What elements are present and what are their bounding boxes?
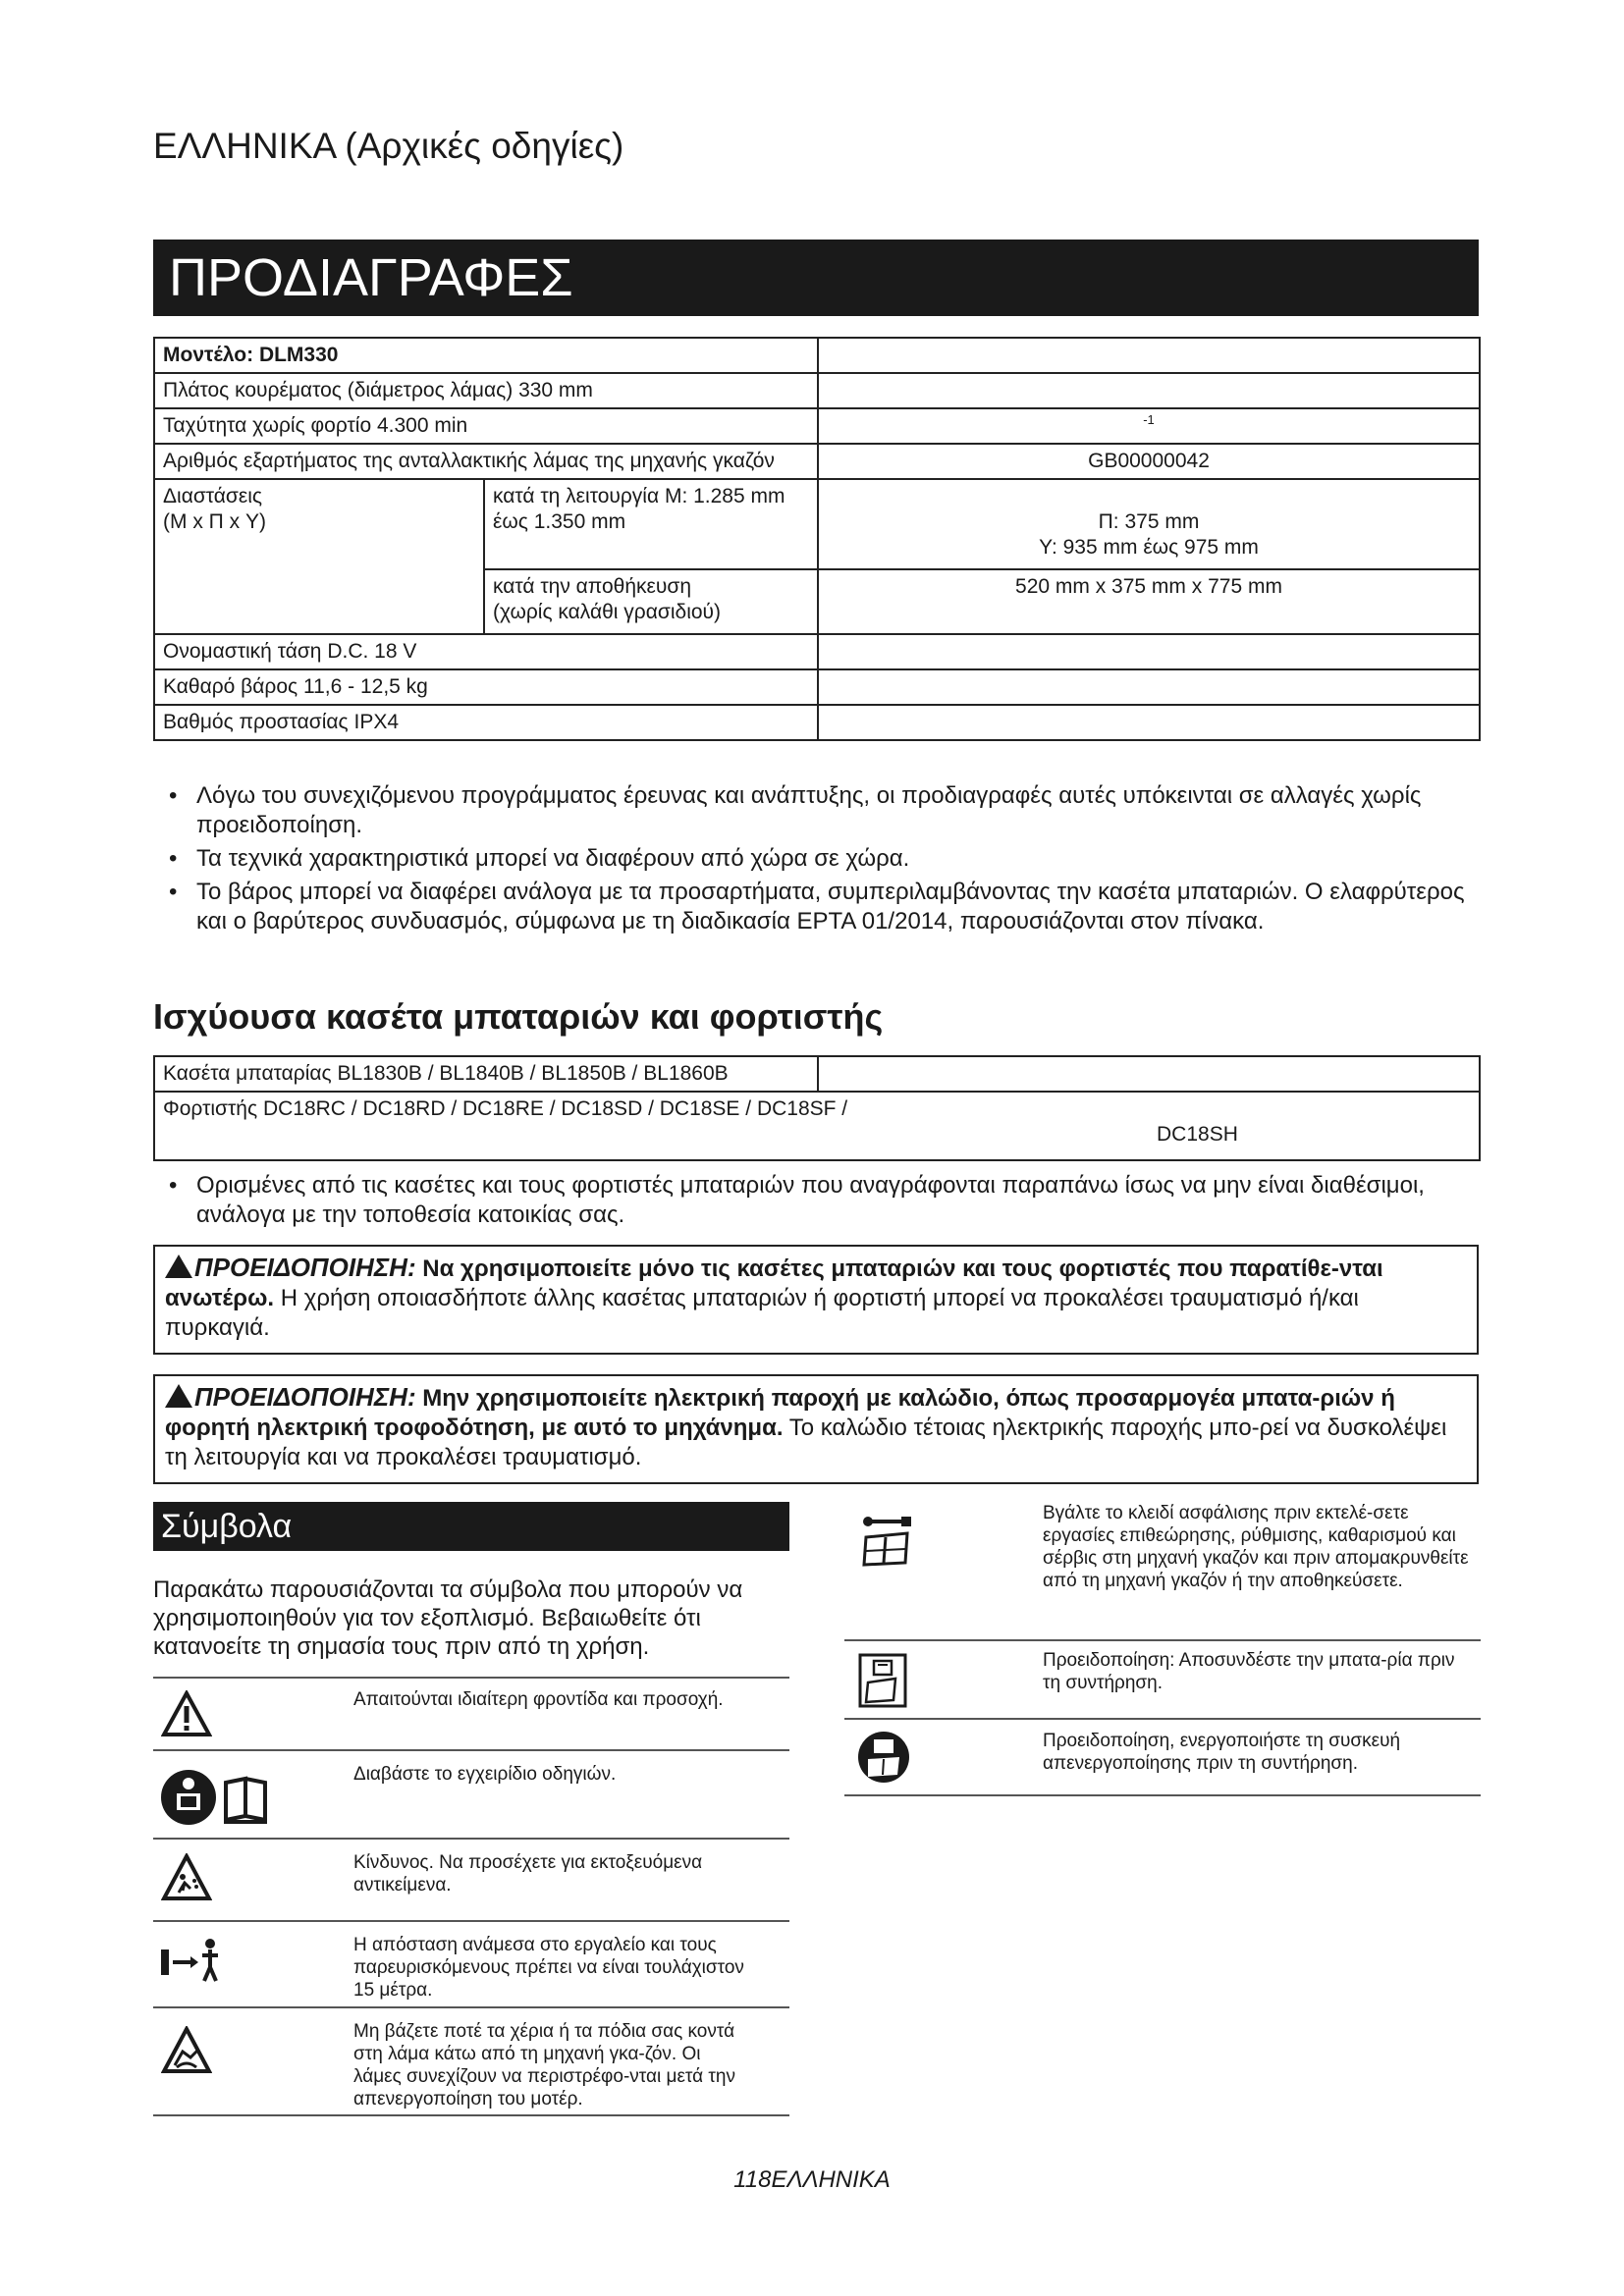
operation-label: κατά τη λειτουργία xyxy=(493,485,660,507)
symbol-row xyxy=(153,1749,789,1838)
table-row xyxy=(154,373,1480,408)
operation-height: Υ: 935 mm έως 975 mm xyxy=(1039,536,1259,559)
table-row xyxy=(154,669,1480,705)
table-row xyxy=(154,1092,1480,1160)
weight-value: 11,6 - 12,5 kg xyxy=(302,675,428,698)
battery-section-title: Ισχύουσα κασέτα μπαταριών και φορτιστής xyxy=(153,996,884,1037)
hands-feet-blade-icon xyxy=(161,2026,212,2075)
voltage-label: Ονομαστική τάση xyxy=(163,640,322,663)
battery-table xyxy=(153,1055,1481,1161)
keep-distance-icon xyxy=(159,1936,224,1985)
symbol-row xyxy=(153,2006,789,2116)
cut-width-value: 330 mm xyxy=(518,379,593,401)
warning-text: Η χρήση οποιασδήποτε άλλης κασέτας μπαταριών ή φορτιστή μπορεί να προκαλέσει τραυματισμό ή/και πυρκαγιά. xyxy=(165,1285,1359,1341)
spec-note: • Το βάρος μπορεί να διαφέρει ανάλογα με τα προσαρτήματα, συμπεριλαμβάνοντας την κασέτα μπαταριών. Ο ελαφρύτερος και ο βαρύτερος συνδυασμός, σύμφωνα με τη διαδικασία EPTA 01/2014, παρουσιάζονται στον πίνακα. xyxy=(153,878,1479,936)
model-label: Μοντέλο: xyxy=(163,344,254,366)
warning-heading: ΠΡΟΕΙΔΟΠΟΙΗΣΗ: xyxy=(194,1382,416,1412)
battery-notes xyxy=(153,1171,1479,1234)
dimensions-sub: (Μ x Π x Υ) xyxy=(163,510,266,533)
warning-triangle-icon xyxy=(165,1255,192,1278)
warning-triangle-icon xyxy=(161,1690,212,1737)
disconnect-battery-icon xyxy=(858,1653,907,1708)
symbol-row xyxy=(153,1677,789,1749)
specifications-table xyxy=(153,337,1481,741)
warning-bold-text: Να χρησιμοποιείτε μόνο τις κασέτες μπαταριών και τους φορτιστές που παρατίθε-νται ανωτέρω. xyxy=(165,1255,1383,1311)
protection-value: IPX4 xyxy=(353,711,400,733)
symbols-intro: Παρακάτω παρουσιάζονται τα σύμβολα που μπορούν να χρησιμοποιηθούν για τον εξοπλισμό. Βεβαιωθείτε ότι κατανοείτε τη σημασία τους πριν από τη χρήση. xyxy=(153,1576,743,1660)
charger-value: DC18RC / DC18RD / DC18RE / DC18SD / DC18SE / DC18SF / xyxy=(262,1097,848,1120)
no-load-speed-label: Ταχύτητα χωρίς φορτίο xyxy=(163,414,372,437)
cut-width-label: Πλάτος κουρέματος (διάμετρος λάμας) xyxy=(163,379,514,401)
warning-box xyxy=(153,1245,1479,1355)
voltage-value: D.C. 18 V xyxy=(327,640,417,663)
symbol-description: Απαιτούνται ιδιαίτερη φροντίδα και προσοχή. xyxy=(353,1689,724,1710)
warning-bold-text: Μην χρησιμοποιείτε ηλεκτρική παροχή με καλώδιο, όπως προσαρμογέα μπατα-ριών ή φορητή ηλεκτρική τροφοδότηση, με αυτό το μηχάνημα. xyxy=(165,1385,1395,1441)
operation-width: Π: 375 mm xyxy=(1098,510,1200,533)
spec-notes xyxy=(153,781,1479,940)
page-footer xyxy=(0,2166,1624,2194)
weight-label: Καθαρό βάρος xyxy=(163,675,298,698)
charger-value-cont: DC18SH xyxy=(1157,1123,1238,1146)
no-load-speed-value: 4.300 min xyxy=(376,414,468,437)
deactivate-device-icon xyxy=(856,1730,911,1785)
symbol-row xyxy=(844,1639,1481,1718)
language-title: ΕΛΛΗΝΙΚΑ (Αρχικές οδηγίες) xyxy=(153,126,624,166)
storage-sub: (χωρίς καλάθι γρασιδιού) xyxy=(493,601,722,623)
table-row xyxy=(154,634,1480,669)
storage-value: 520 mm x 375 mm x 775 mm xyxy=(818,569,1480,634)
table-row xyxy=(154,408,1480,444)
warning-heading: ΠΡΟΕΙΔΟΠΟΙΗΣΗ: xyxy=(194,1253,416,1282)
symbol-description: Κίνδυνος. Να προσέχετε για εκτοξευόμενα αντικείμενα. xyxy=(353,1852,703,1896)
page-number: 118 xyxy=(733,2166,772,2193)
warning-text: Το καλώδιο τέτοιας ηλεκτρικής παροχής μπο-ρεί να δυσκολέψει τη λειτουργία και να προκαλέσει τραυματισμό. xyxy=(165,1415,1447,1470)
no-load-speed-unit-sup: -1 xyxy=(1143,412,1155,427)
storage-label: κατά την αποθήκευση xyxy=(493,575,692,598)
blade-part-label: Αριθμός εξαρτήματος της ανταλλακτικής λάμας της μηχανής γκαζόν xyxy=(154,444,818,479)
symbol-row xyxy=(153,1838,789,1920)
symbol-description: Προειδοποίηση, ενεργοποιήστε τη συσκευή απενεργοποίησης πριν τη συντήρηση. xyxy=(1043,1731,1401,1774)
symbol-row xyxy=(153,1920,789,2006)
warning-box xyxy=(153,1374,1479,1484)
symbol-row xyxy=(844,1718,1481,1796)
spec-note: • Λόγω του συνεχιζόμενου προγράμματος έρευνας και ανάπτυξης, οι προδιαγραφές αυτές υπόκεινται σε αλλαγές χωρίς προειδοποίηση. xyxy=(153,781,1479,840)
table-row xyxy=(154,705,1480,740)
cartridge-value: BL1830B / BL1840B / BL1850B / BL1860B xyxy=(337,1062,729,1085)
charger-label: Φορτιστής xyxy=(163,1097,258,1120)
remove-key-icon xyxy=(858,1514,917,1567)
symbol-description: Βγάλτε το κλειδί ασφάλισης πριν εκτελέ-σετε εργασίες επιθεώρησης, ρύθμισης, καθαρισμού και σέρβις στη μηχανή γκαζόν και πριν απομακρυνθείτε από τη μηχανή γκαζόν ή την αποθηκεύσετε. xyxy=(1043,1503,1469,1591)
protection-label: Βαθμός προστασίας xyxy=(163,711,349,733)
blade-part-value: GB00000042 xyxy=(818,444,1480,479)
read-manual-icon xyxy=(159,1767,273,1828)
operation-length: Μ: 1.285 mm έως 1.350 mm xyxy=(493,485,785,533)
thrown-objects-icon xyxy=(161,1853,212,1902)
footer-language: ΕΛΛΗΝΙΚΑ xyxy=(771,2166,891,2193)
table-row xyxy=(154,479,1480,569)
symbols-banner: Σύμβολα xyxy=(153,1502,789,1551)
symbol-description: Μη βάζετε ποτέ τα χέρια ή τα πόδια σας κοντά στη λάμα κάτω από τη μηχανή γκα-ζόν. Οι λάμες συνεχίζουν να περιστρέφο-νται μετά την απενεργοποίηση του μοτέρ. xyxy=(353,2021,735,2109)
symbol-description: Προειδοποίηση: Αποσυνδέστε την μπατα-ρία πριν τη συντήρηση. xyxy=(1043,1650,1455,1693)
spec-note: • Τα τεχνικά χαρακτηριστικά μπορεί να διαφέρουν από χώρα σε χώρα. xyxy=(153,844,1479,874)
symbol-description: Διαβάστε το εγχειρίδιο οδηγιών. xyxy=(353,1764,617,1785)
table-row xyxy=(154,1056,1480,1092)
model-value: DLM330 xyxy=(258,344,339,366)
dimensions-label: Διαστάσεις xyxy=(163,485,263,507)
battery-note: • Ορισμένες από τις κασέτες και τους φορτιστές μπαταριών που αναγράφονται παραπάνω ίσως να μην είναι διαθέσιμοι, ανάλογα με την τοποθεσία κατοικίας σας. xyxy=(153,1171,1479,1230)
specifications-banner: ΠΡΟΔΙΑΓΡΑΦΕΣ xyxy=(153,240,1479,316)
symbol-description: Η απόσταση ανάμεσα στο εργαλείο και τους παρευρισκόμενους πρέπει να είναι τουλάχιστον 15 μέτρα. xyxy=(353,1935,744,2001)
symbol-row xyxy=(844,1502,1481,1639)
table-row xyxy=(154,338,1480,373)
cartridge-label: Κασέτα μπαταρίας xyxy=(163,1062,332,1085)
warning-triangle-icon xyxy=(165,1384,192,1408)
table-row xyxy=(154,444,1480,479)
